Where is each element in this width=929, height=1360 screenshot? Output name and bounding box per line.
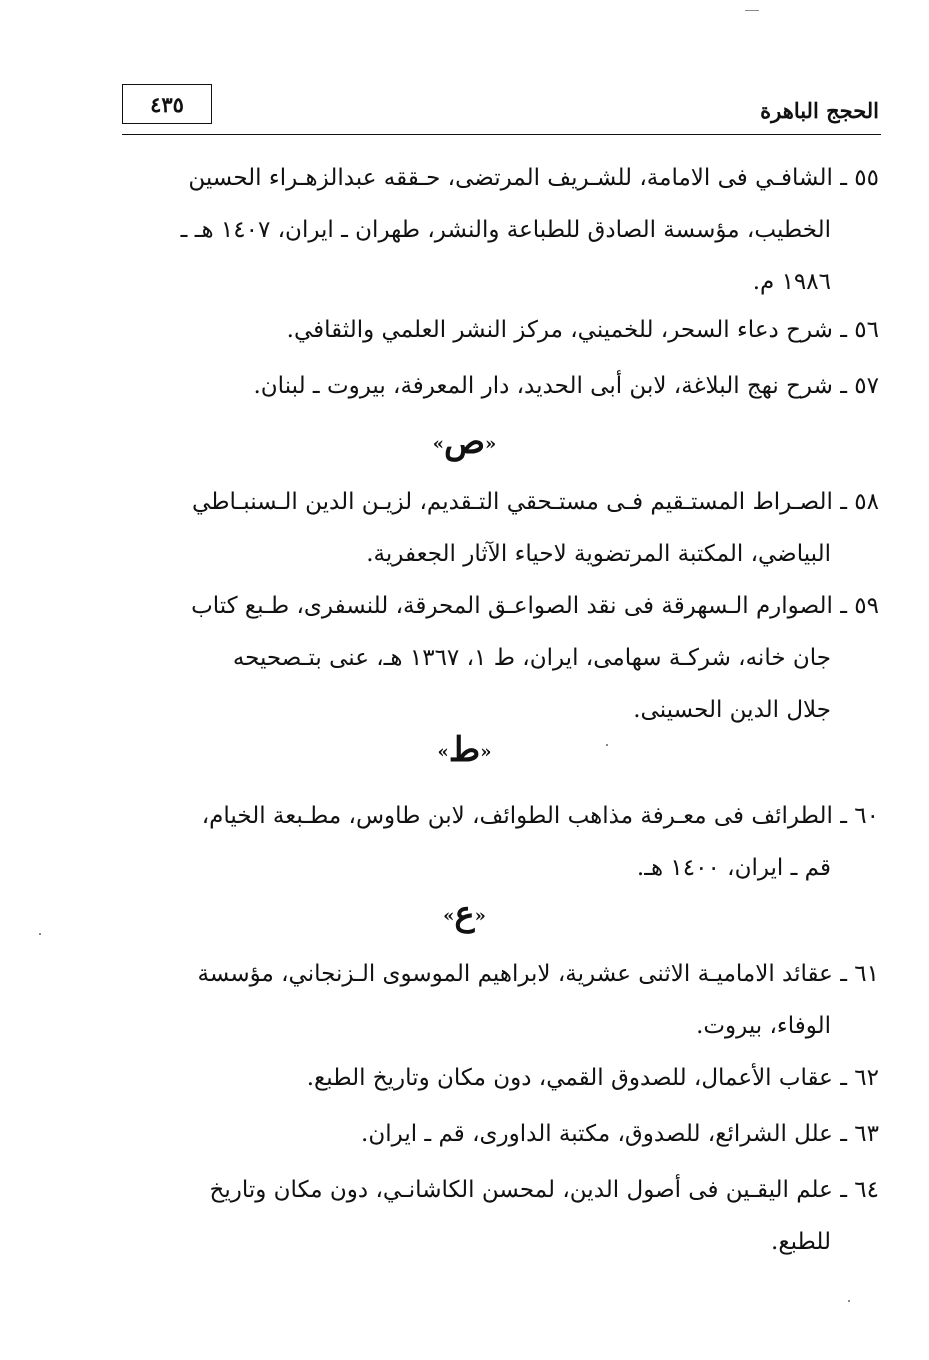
entry-number: ٦٠ ـ bbox=[840, 803, 879, 829]
close-quote: » bbox=[432, 433, 444, 455]
bibliography-entry-63 bbox=[361, 1108, 879, 1160]
entry-number: ٦٣ ـ bbox=[840, 1121, 879, 1147]
section-letter: ع bbox=[454, 894, 475, 934]
entry-first-line bbox=[118, 948, 879, 1000]
entry-first-line bbox=[118, 1164, 879, 1216]
bibliography-entry-55 bbox=[118, 152, 879, 308]
scan-speck bbox=[39, 933, 41, 935]
entry-continuation: للطبع. bbox=[771, 1229, 831, 1255]
bibliography-entry-59 bbox=[118, 580, 879, 736]
bibliography-entry-60 bbox=[118, 790, 879, 894]
entry-number: ٥٦ ـ bbox=[840, 317, 879, 343]
page-number: ٤٣٥ bbox=[150, 91, 184, 117]
bibliography-entry-64 bbox=[118, 1164, 879, 1268]
entry-continuation: الوفاء، بيروت. bbox=[696, 1013, 831, 1039]
scan-speck bbox=[745, 10, 759, 11]
entry-text: الصـراط المستـقيم فـى مستـحقي التـقديم، لزيـن الدين الـسنبـاطي bbox=[192, 489, 833, 515]
entry-continuation: الخطيب، مؤسسة الصادق للطباعة والنشر، طهران ـ ايران، ١٤٠٧ هـ ـ bbox=[180, 217, 831, 243]
open-quote: « bbox=[474, 905, 486, 927]
entry-text: علم اليقـين فى أصول الدين، لمحسن الكاشانـي، دون مكان وتاريخ bbox=[209, 1177, 833, 1203]
entry-first-line bbox=[118, 580, 879, 632]
bibliography-entry-57 bbox=[253, 360, 879, 412]
header-rule bbox=[122, 134, 881, 135]
section-heading-sad bbox=[0, 422, 929, 462]
entry-continuation: البياضي، المكتبة المرتضوية لاحياء الآثار الجعفرية. bbox=[366, 541, 831, 567]
entry-text: الطرائف فى معـرفة مذاهب الطوائف، لابن طاوس، مطـبعة الخيام، bbox=[201, 803, 833, 829]
entry-first-line bbox=[118, 790, 879, 842]
entry-first-line bbox=[118, 152, 879, 204]
bibliography-entry-61 bbox=[118, 948, 879, 1052]
entry-number: ٥٧ ـ bbox=[840, 373, 879, 399]
entry-number: ٥٥ ـ bbox=[840, 165, 879, 191]
bibliography-entry-62 bbox=[307, 1052, 879, 1104]
entry-text: شرح دعاء السحر، للخميني، مركز النشر العلمي والثقافي. bbox=[286, 317, 833, 343]
page-number-box bbox=[122, 84, 212, 124]
close-quote: » bbox=[437, 741, 449, 763]
section-heading-ain bbox=[0, 894, 929, 934]
open-quote: « bbox=[480, 741, 492, 763]
entry-number: ٦٤ ـ bbox=[840, 1177, 879, 1203]
entry-continuation: قم ـ ايران، ١٤٠٠ هـ. bbox=[636, 855, 831, 881]
scan-speck bbox=[848, 1300, 850, 1302]
entry-number: ٥٩ ـ bbox=[840, 593, 879, 619]
entry-continuation: ١٩٨٦ م. bbox=[752, 269, 831, 295]
entry-text: الشافـي فى الامامة، للشـريف المرتضى، حـققه عبدالزهـراء الحسين bbox=[188, 165, 833, 191]
entry-number: ٥٨ ـ bbox=[840, 489, 879, 515]
section-letter: ط bbox=[448, 730, 481, 770]
section-heading-ta bbox=[0, 730, 929, 770]
entry-text: علل الشرائع، للصدوق، مكتبة الداورى، قم ـ ايران. bbox=[361, 1121, 833, 1147]
entry-continuation: جلال الدين الحسينى. bbox=[633, 697, 831, 723]
entry-text: الصوارم الـسهرقة فى نقد الصواعـق المحرقة، للنسفرى، طـبع كتاب bbox=[191, 593, 833, 619]
entry-number: ٦١ ـ bbox=[840, 961, 879, 987]
entry-text: شرح نهج البلاغة، لابن أبى الحديد، دار المعرفة، بيروت ـ لبنان. bbox=[253, 373, 833, 399]
entry-text: عقائد الاماميـة الاثنى عشرية، لابراهيم الموسوى الـزنجاني، مؤسسة bbox=[197, 961, 833, 987]
running-title: الحجج الباهرة bbox=[760, 98, 879, 123]
entry-continuation: جان خانه، شركـة سهامى، ايران، ط ١، ١٣٦٧ هـ، عنى بتـصحيحه bbox=[232, 645, 831, 671]
entry-first-line bbox=[118, 476, 879, 528]
entry-number: ٦٢ ـ bbox=[840, 1065, 879, 1091]
section-letter: ص bbox=[443, 422, 486, 462]
bibliography-entry-56 bbox=[287, 304, 879, 356]
entry-text: عقاب الأعمال، للصدوق القمي، دون مكان وتاريخ الطبع. bbox=[306, 1065, 833, 1091]
close-quote: » bbox=[443, 905, 455, 927]
bibliography-entry-58 bbox=[118, 476, 879, 580]
scan-speck bbox=[606, 744, 608, 746]
open-quote: « bbox=[485, 433, 497, 455]
